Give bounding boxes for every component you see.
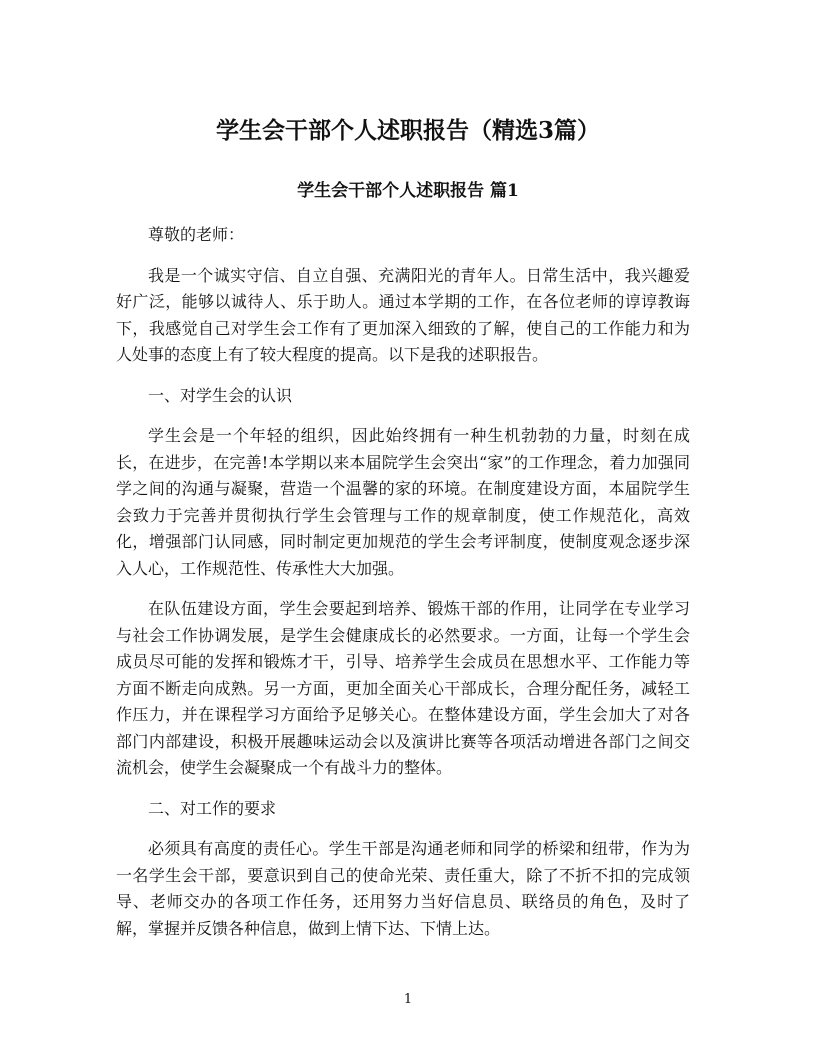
document-body bbox=[116, 222, 690, 956]
salutation: 尊敬的老师： bbox=[148, 225, 245, 244]
paragraph-intro: 我是一个诚实守信、自立自强、充满阳光的青年人。日常生活中，我兴趣爱好广泛，能够以诚待人、乐于助人。通过本学期的工作，在各位老师的谆谆教诲下，我感觉自己对学生会工作有了更加深入细致的了解，使自己的工作能力和为人处事的态度上有了较大程度的提高。以下是我的述职报告。 bbox=[116, 265, 690, 364]
paragraph-understanding: 学生会是一个年轻的组织，因此始终拥有一种生机勃勃的力量，时刻在成长，在进步，在完善!本学期以来本届院学生会突出“家”的工作理念，着力加强同学之间的沟通与凝聚，营造一个温馨的家的环境。在制度建设方面，本届院学生会致力于完善并贯彻执行学生会管理与工作的规章制度，使工作规范化，高效化，增强部门认同感，同时制定更加规范的学生会考评制度，使制度观念逐步深入人心，工作规范性、传承性大大加强。 bbox=[116, 426, 690, 578]
paragraph-team-building: 在队伍建设方面，学生会要起到培养、锻炼干部的作用，让同学在专业学习与社会工作协调发展，是学生会健康成长的必然要求。一方面，让每一个学生会成员尽可能的发挥和锻炼才干，引导、培养学生会成员在思想水平、工作能力等方面不断走向成熟。另一方面，更加全面关心干部成长，合理分配任务，减轻工作压力，并在课程学习方面给予足够关心。在整体建设方面，学生会加大了对各部门内部建设，积极开展趣味运动会以及演讲比赛等各项活动增进各部门之间交流机会，使学生会凝聚成一个有战斗力的整体。 bbox=[116, 599, 690, 777]
paragraph-responsibility: 必须具有高度的责任心。学生干部是沟通老师和同学的桥梁和纽带，作为为一名学生会干部，要意识到自己的使命光荣、责任重大，除了不折不扣的完成领导、老师交办的各项工作任务，还用努力当好信息员、联络员的角色，及时了解，掌握并反馈各种信息，做到上情下达、下情上达。 bbox=[116, 839, 690, 938]
page-number: 1 bbox=[403, 992, 413, 1007]
section-heading-2: 二、对工作的要求 bbox=[148, 798, 277, 818]
section-heading-1: 一、对学生会的认识 bbox=[148, 385, 293, 405]
document-title: 学生会干部个人述职报告（精选3篇） bbox=[215, 117, 600, 144]
section-title: 学生会干部个人述职报告 篇1 bbox=[297, 181, 519, 201]
